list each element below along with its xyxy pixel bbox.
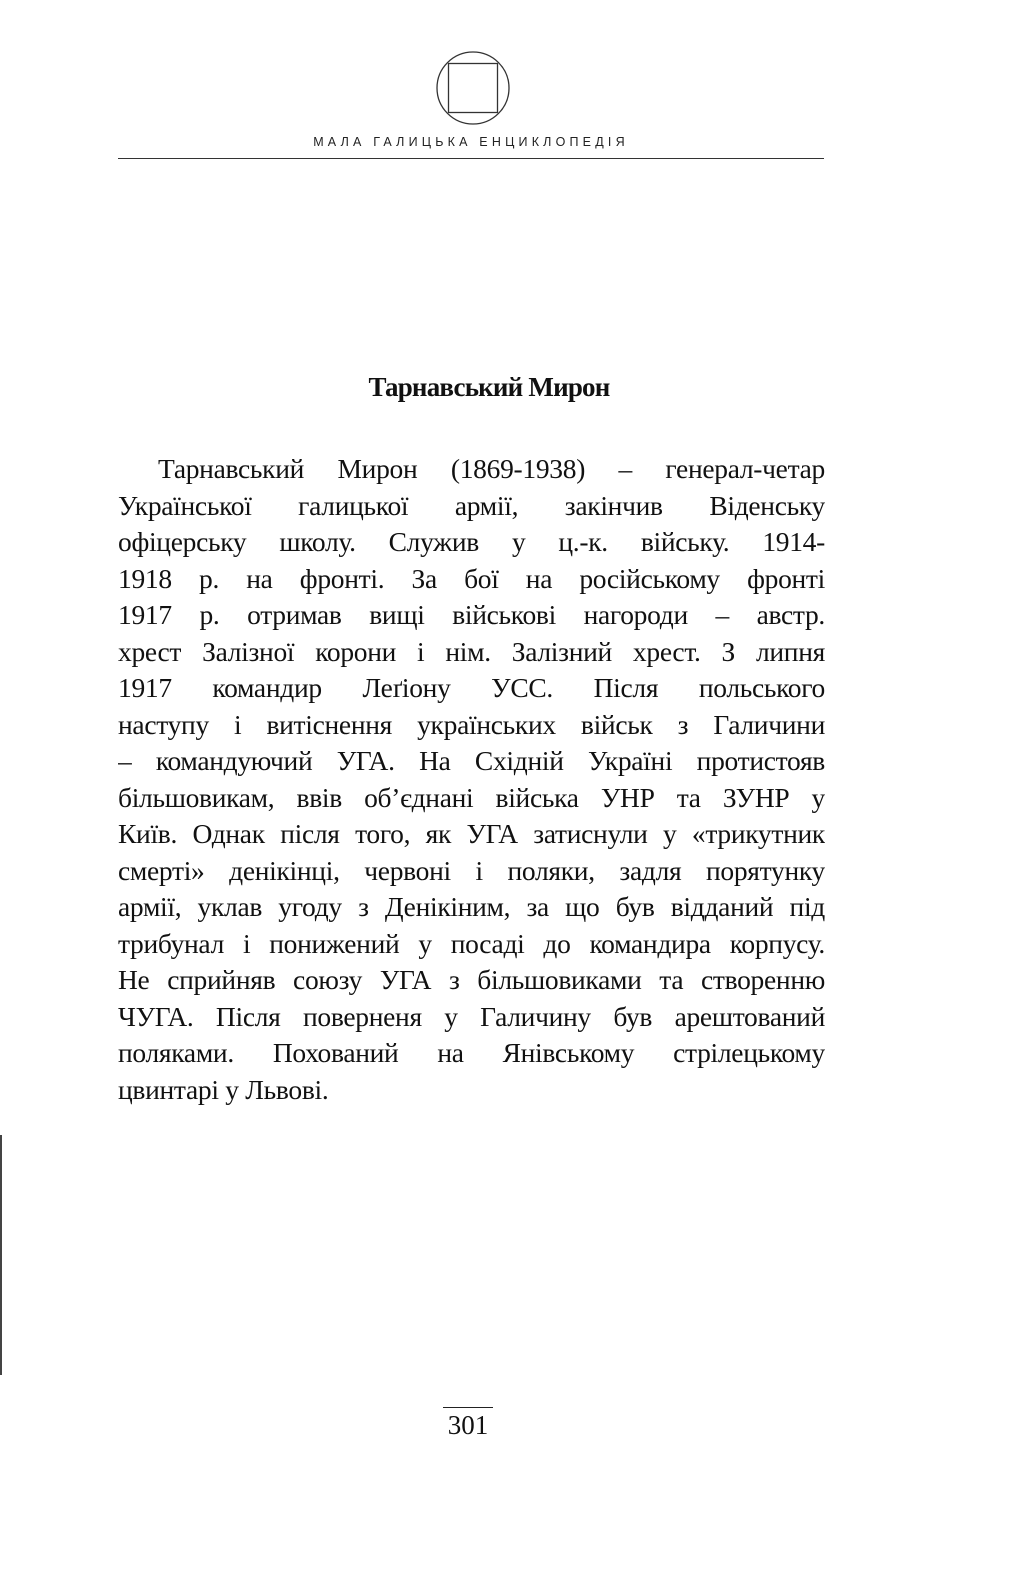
entry-title: Тарнавський Мирон	[368, 372, 610, 402]
running-head: МАЛА ГАЛИЦЬКА ЕНЦИКЛОПЕДІЯ	[313, 135, 629, 149]
body-line: – командуючий УГА. На Східній Україні протистояв	[118, 745, 825, 776]
body-line: Київ. Однак після того, як УГА затиснули у «трикутник	[118, 818, 825, 849]
body-line: Української галицької армії, закінчив Віденську	[118, 489, 825, 521]
page-number: 301	[443, 1407, 493, 1440]
body-line: ЧУГА. Після поверненя у Галичину був арештований	[118, 1000, 825, 1032]
margin-line	[0, 1135, 2, 1375]
body-line: поляками. Похований на Янівському стрілецькому	[118, 1037, 825, 1068]
body-line: Не сприйняв союзу УГА з більшовиками та створенню	[118, 964, 825, 995]
body-line: наступу і витіснення українських військ з Галичини	[118, 708, 825, 740]
body-line: 1917 р. отримав вищі військові нагороди – австр.	[118, 599, 825, 630]
body-line: 1918 р. на фронті. За бої на російському фронті	[118, 562, 825, 594]
body-line: цвинтарі у Львові.	[118, 1073, 329, 1105]
body-line: Тарнавський Мирон (1869-1938) – генерал-четар	[158, 453, 825, 484]
body-line: трибунал і понижений у посаді до командира корпусу.	[118, 927, 825, 959]
body-line: більшовикам, ввів об’єднані війська УНР та ЗУНР у	[118, 781, 825, 813]
body-line: офіцерську школу. Служив у ц.-к. війську. 1914-	[118, 526, 825, 557]
header-rule	[118, 158, 824, 159]
entry-body	[118, 451, 825, 1108]
body-line: хрест Залізної корони і нім. Залізний хрест. З липня	[118, 635, 825, 667]
emblem-icon	[435, 50, 511, 126]
body-line: армії, уклав угоду з Денікіним, за що був відданий під	[118, 891, 825, 922]
body-line: смерті» денікінці, червоні і поляки, задля порятунку	[118, 854, 825, 886]
body-line: 1917 командир Леґіону УСС. Після польського	[118, 672, 825, 703]
